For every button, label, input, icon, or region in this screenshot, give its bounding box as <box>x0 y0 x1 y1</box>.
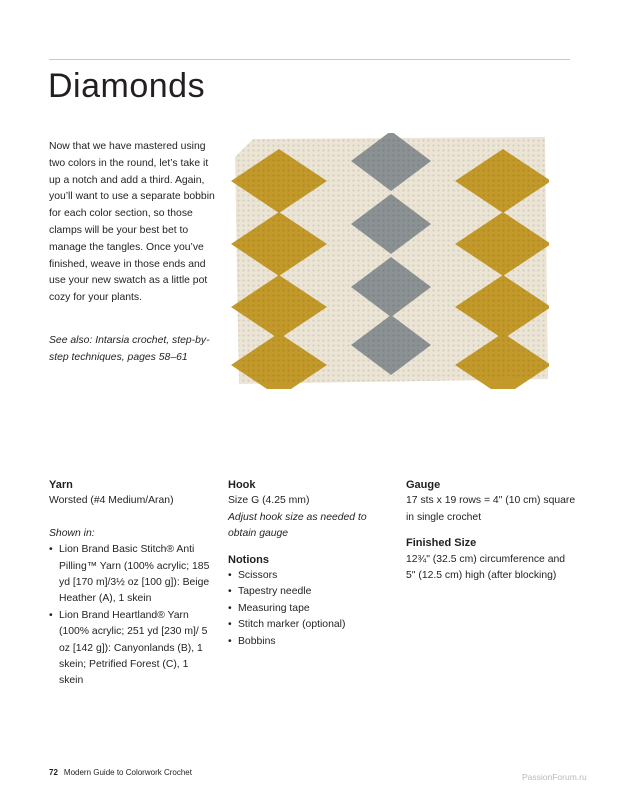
book-title: Modern Guide to Colorwork Crochet <box>63 768 192 777</box>
yarn-item: • Lion Brand Basic Stitch® Anti Pilling™ Yarn (100% acrylic; 185 yd [170 m]/3½ oz [100 g]): Beige Heather (A), 1 skein <box>49 542 214 608</box>
yarn-section <box>49 477 214 690</box>
notion-item: • Scissors <box>228 568 378 584</box>
gauge-heading: Gauge <box>406 479 441 491</box>
notion-item: • Stitch marker (optional) <box>228 617 378 633</box>
notions-list <box>228 568 378 650</box>
page-title: Diamonds <box>48 67 206 105</box>
hook-note: Adjust hook size as needed to obtain gauge <box>228 511 367 540</box>
page-number: 72 <box>49 768 58 777</box>
yarn-item: • Lion Brand Heartland® Yarn (100% acrylic; 251 yd [230 m]/ 5 oz [142 g]): Canyonlands (B), 1 skein; Petrified Forest (C), 1 skein <box>49 608 214 690</box>
finished-size-heading: Finished Size <box>406 537 477 550</box>
finished-size-text: 12¾" (32.5 cm) circumference and 5" (12.5 cm) high (after blocking) <box>406 553 566 582</box>
notion-item: • Bobbins <box>228 634 378 650</box>
site-watermark: PassionForum.ru <box>522 772 587 782</box>
swatch-texture <box>235 137 548 384</box>
intro-paragraph: Now that we have mastered using two colors in the round, let’s take it up a notch and add a third. Again, you’ll want to use a separate bobbin for each color section, so those clamps will be your best bet to manage the tangles. Once you’ve finished, weave in those ends and use your new swatch as a little pot cozy for your plants. <box>49 141 215 304</box>
yarn-list <box>49 542 214 690</box>
page-footer <box>49 768 192 777</box>
hook-heading: Hook <box>228 479 256 491</box>
gauge-size-section <box>406 477 576 584</box>
shown-in-label: Shown in: <box>49 527 95 539</box>
yarn-weight: Worsted (#4 Medium/Aran) <box>49 495 174 507</box>
notion-item: • Tapestry needle <box>228 584 378 600</box>
hook-size: Size G (4.25 mm) <box>228 495 310 507</box>
notion-item: • Measuring tape <box>228 601 378 617</box>
yarn-heading: Yarn <box>49 479 73 491</box>
hook-notions-section <box>228 477 378 650</box>
header-rule <box>49 59 570 60</box>
see-also-note: See also: Intarsia crochet, step-by-step techniques, pages 58–61 <box>49 335 210 363</box>
notions-heading: Notions <box>228 553 269 566</box>
gauge-text: 17 sts x 19 rows = 4" (10 cm) square in single crochet <box>406 495 576 523</box>
diamond-swatch-photo <box>231 133 549 389</box>
